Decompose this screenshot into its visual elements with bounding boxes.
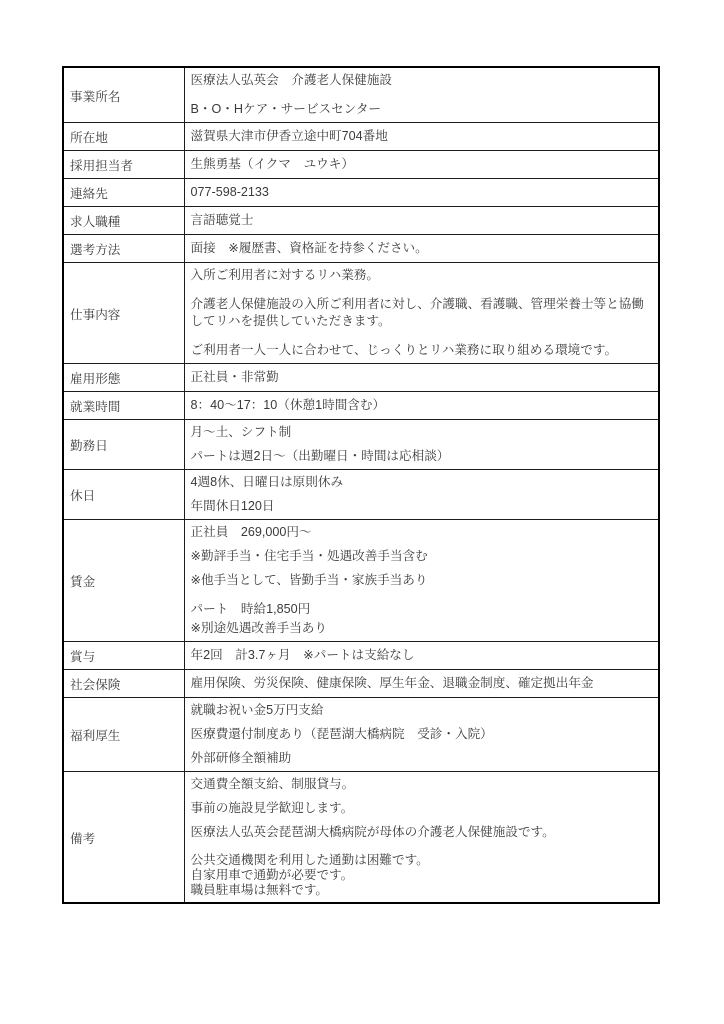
row-label: 社会保険 (63, 670, 184, 698)
table-row-holidays (63, 470, 659, 520)
row-content (184, 520, 659, 642)
row-label: 備考 (63, 772, 184, 904)
text-line: 医療法人弘英会琵琶湖大橋病院が母体の介護老人保健施設です。 (190, 825, 555, 839)
text-line: ※他手当として、皆勤手当・家族手当あり (190, 573, 428, 587)
text-line: 医療費還付制度あり（琵琶湖大橋病院 受診・入院） (190, 727, 493, 741)
text-line: 年2回 計3.7ヶ月 ※パートは支給なし (190, 648, 415, 662)
row-label: 賃金 (63, 520, 184, 642)
table-row-recruiter (63, 151, 659, 179)
row-label: 勤務日 (63, 420, 184, 470)
text-line: 医療法人弘英会 介護老人保健施設 (190, 73, 392, 87)
row-content (184, 364, 659, 392)
row-label: 仕事内容 (63, 263, 184, 364)
row-content (184, 235, 659, 263)
row-content (184, 420, 659, 470)
table-row-working-days (63, 420, 659, 470)
table-row-benefits (63, 698, 659, 772)
row-label: 事業所名 (63, 67, 184, 123)
table-row-remarks (63, 772, 659, 904)
row-label: 選考方法 (63, 235, 184, 263)
row-content (184, 772, 659, 904)
row-label: 賞与 (63, 642, 184, 670)
text-line: 職員駐車場は無料です。 (190, 883, 329, 897)
table-row-business-name (63, 67, 659, 123)
table-row-wages (63, 520, 659, 642)
text-line: 外部研修全額補助 (190, 751, 292, 765)
text-line: 介護老人保健施設の入所ご利用者に対し、介護職、看護職、管理栄養士等と協働してリハを提供していただきます。 (190, 297, 644, 328)
table-row-social-insurance (63, 670, 659, 698)
job-posting-table (62, 66, 660, 904)
text-line: 正社員・非常勤 (190, 370, 279, 384)
text-line: 入所ご利用者に対するリハ業務。 (190, 268, 380, 282)
text-line: 生熊勇基（イクマ ユウキ） (190, 157, 354, 171)
text-line: ※勤評手当・住宅手当・処遇改善手当含む (190, 549, 428, 563)
row-content (184, 179, 659, 207)
row-content (184, 123, 659, 151)
table-row-bonus (63, 642, 659, 670)
row-content (184, 642, 659, 670)
row-content (184, 698, 659, 772)
table-row-job-type (63, 207, 659, 235)
text-line: 年間休日120日 (190, 499, 275, 513)
text-line: 月～土、シフト制 (190, 425, 292, 439)
text-line: 就職お祝い金5万円支給 (190, 703, 324, 717)
text-line: 077-598-2133 (190, 185, 269, 199)
text-line: 雇用保険、労災保険、健康保険、厚生年金、退職金制度、確定拠出年金 (190, 676, 594, 690)
text-line: 自家用車で通勤が必要です。 (190, 868, 354, 882)
row-content (184, 151, 659, 179)
table-row-working-hours (63, 392, 659, 420)
row-label: 就業時間 (63, 392, 184, 420)
row-content (184, 207, 659, 235)
row-content (184, 392, 659, 420)
row-label: 求人職種 (63, 207, 184, 235)
row-label: 雇用形態 (63, 364, 184, 392)
table-row-contact (63, 179, 659, 207)
text-line: 事前の施設見学歓迎します。 (190, 801, 354, 815)
text-line: ご利用者一人一人に合わせて、じっくりとリハ業務に取り組める環境です。 (190, 343, 618, 357)
row-content (184, 263, 659, 364)
text-line: 面接 ※履歴書、資格証を持参ください。 (190, 241, 428, 255)
text-line: パート 時給1,850円 (190, 602, 311, 616)
table-row-selection-method (63, 235, 659, 263)
text-line: B・O・Hケア・サービスセンター (190, 102, 382, 116)
row-label: 連絡先 (63, 179, 184, 207)
row-content (184, 470, 659, 520)
row-content (184, 67, 659, 123)
row-label: 福利厚生 (63, 698, 184, 772)
row-label: 所在地 (63, 123, 184, 151)
text-line: 言語聴覚士 (190, 213, 254, 227)
text-line: パートは週2日～（出勤曜日・時間は応相談） (190, 449, 450, 463)
text-line: 滋賀県大津市伊香立途中町704番地 (190, 129, 388, 143)
table-row-job-description (63, 263, 659, 364)
table-row-employment-type (63, 364, 659, 392)
text-line: 8：40～17：10（休憩1時間含む） (190, 398, 386, 412)
text-line: 交通費全額支給、制服貸与。 (190, 777, 355, 791)
text-line: ※別途処遇改善手当あり (190, 621, 327, 635)
table-row-address (63, 123, 659, 151)
row-label: 採用担当者 (63, 151, 184, 179)
row-content (184, 670, 659, 698)
row-label: 休日 (63, 470, 184, 520)
text-line: 4週8休、日曜日は原則休み (190, 475, 344, 489)
text-line: 公共交通機関を利用した通勤は困難です。 (190, 853, 429, 867)
text-line: 正社員 269,000円～ (190, 525, 312, 539)
